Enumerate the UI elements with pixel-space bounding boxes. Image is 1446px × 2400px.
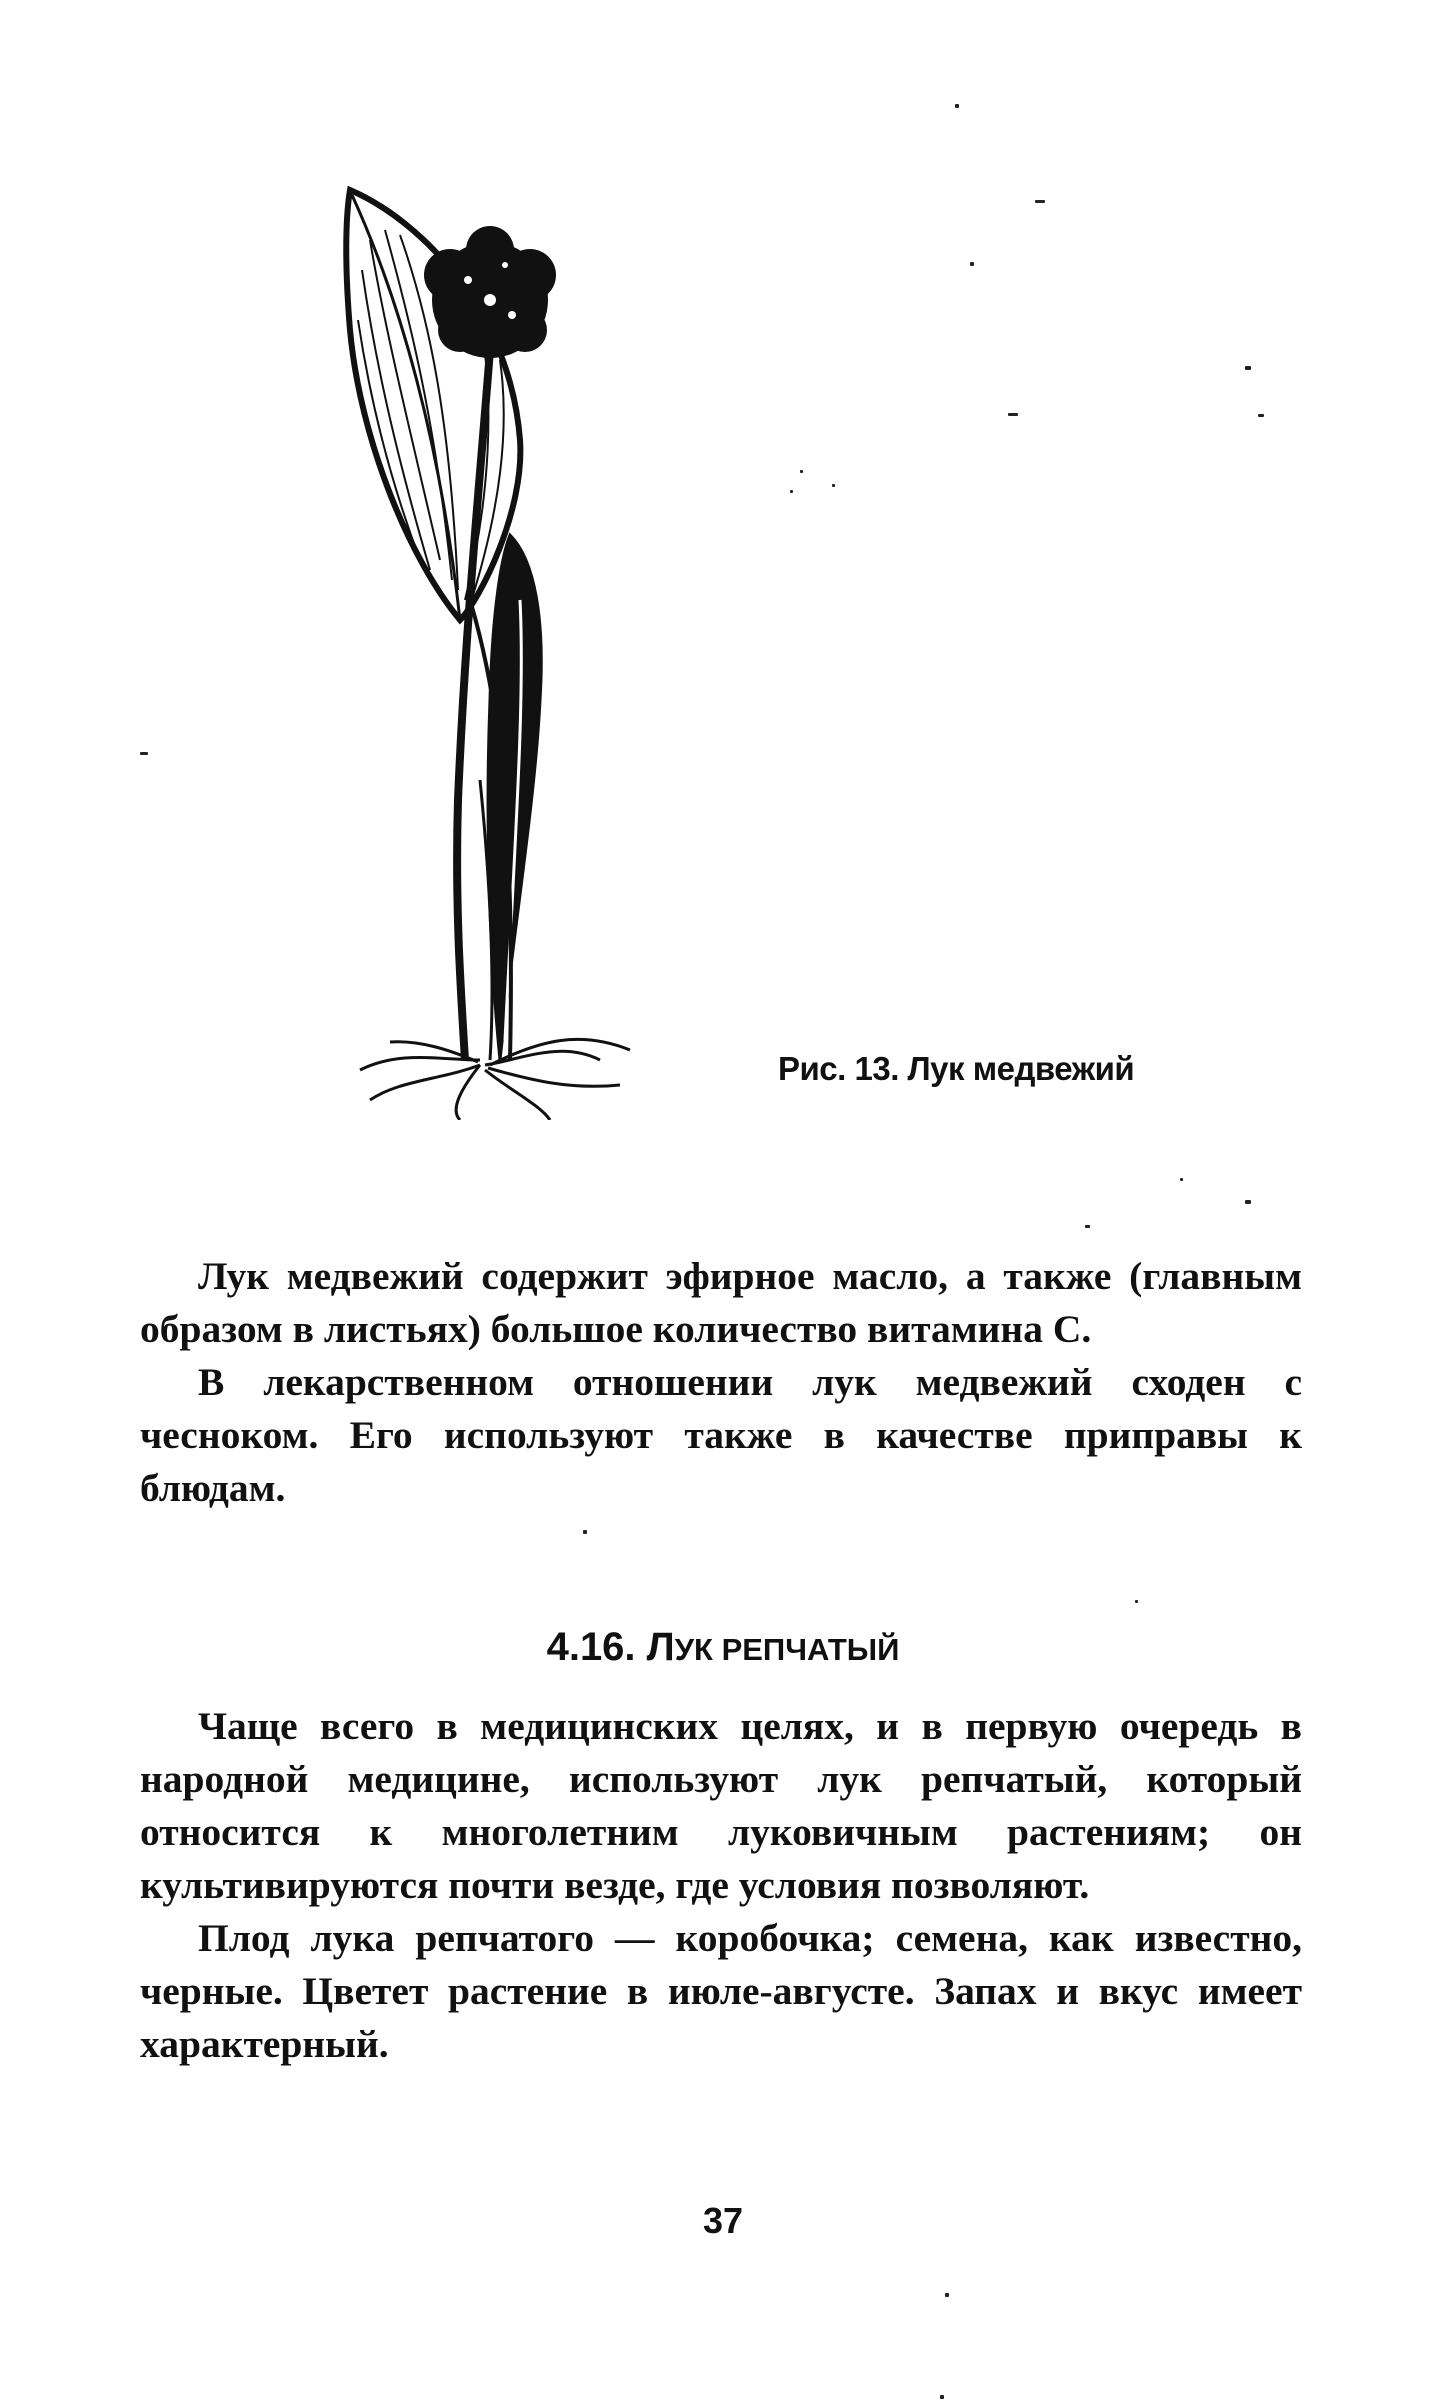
wild-garlic-drawing — [340, 180, 640, 1120]
section-heading — [0, 1625, 1446, 1670]
flower-umbel — [424, 226, 556, 358]
section-number: 4.16. — [546, 1625, 636, 1669]
roots — [360, 1039, 630, 1120]
narrow-leaf — [488, 535, 541, 1060]
section-title-rest: УК РЕПЧАТЫЙ — [674, 1632, 900, 1667]
paragraph: Лук медвежий содержит эфирное масло, а также (главным образом в листьях) большое количество витамина С. — [140, 1254, 1302, 1351]
plant-illustration — [340, 180, 640, 1120]
paragraph: Плод лука репчатого — коробочка; семена, как известно, черные. Цветет растение в июле-августе. Запах и вкус имеет характерный. — [140, 1916, 1302, 2066]
section-title-first-letter: Л — [646, 1625, 675, 1669]
paragraph: В лекарственном отношении лук медвежий сходен с чесноком. Его используют также в качестве приправы к блюдам. — [140, 1360, 1302, 1510]
section-wild-garlic-text — [140, 1250, 1302, 1515]
page-number: 37 — [702, 2200, 744, 2241]
section-onion-text — [140, 1700, 1302, 2071]
paragraph: Чаще всего в медицинских целях, и в первую очередь в народной медицине, используют лук репчатый, который относится к многолетним луковичным растениям; он культивируются почти везде, где условия позволяют. — [140, 1704, 1302, 1907]
flower-stem — [457, 350, 490, 1060]
figure-caption: Рис. 13. Лук медвежий — [778, 1050, 1135, 1087]
